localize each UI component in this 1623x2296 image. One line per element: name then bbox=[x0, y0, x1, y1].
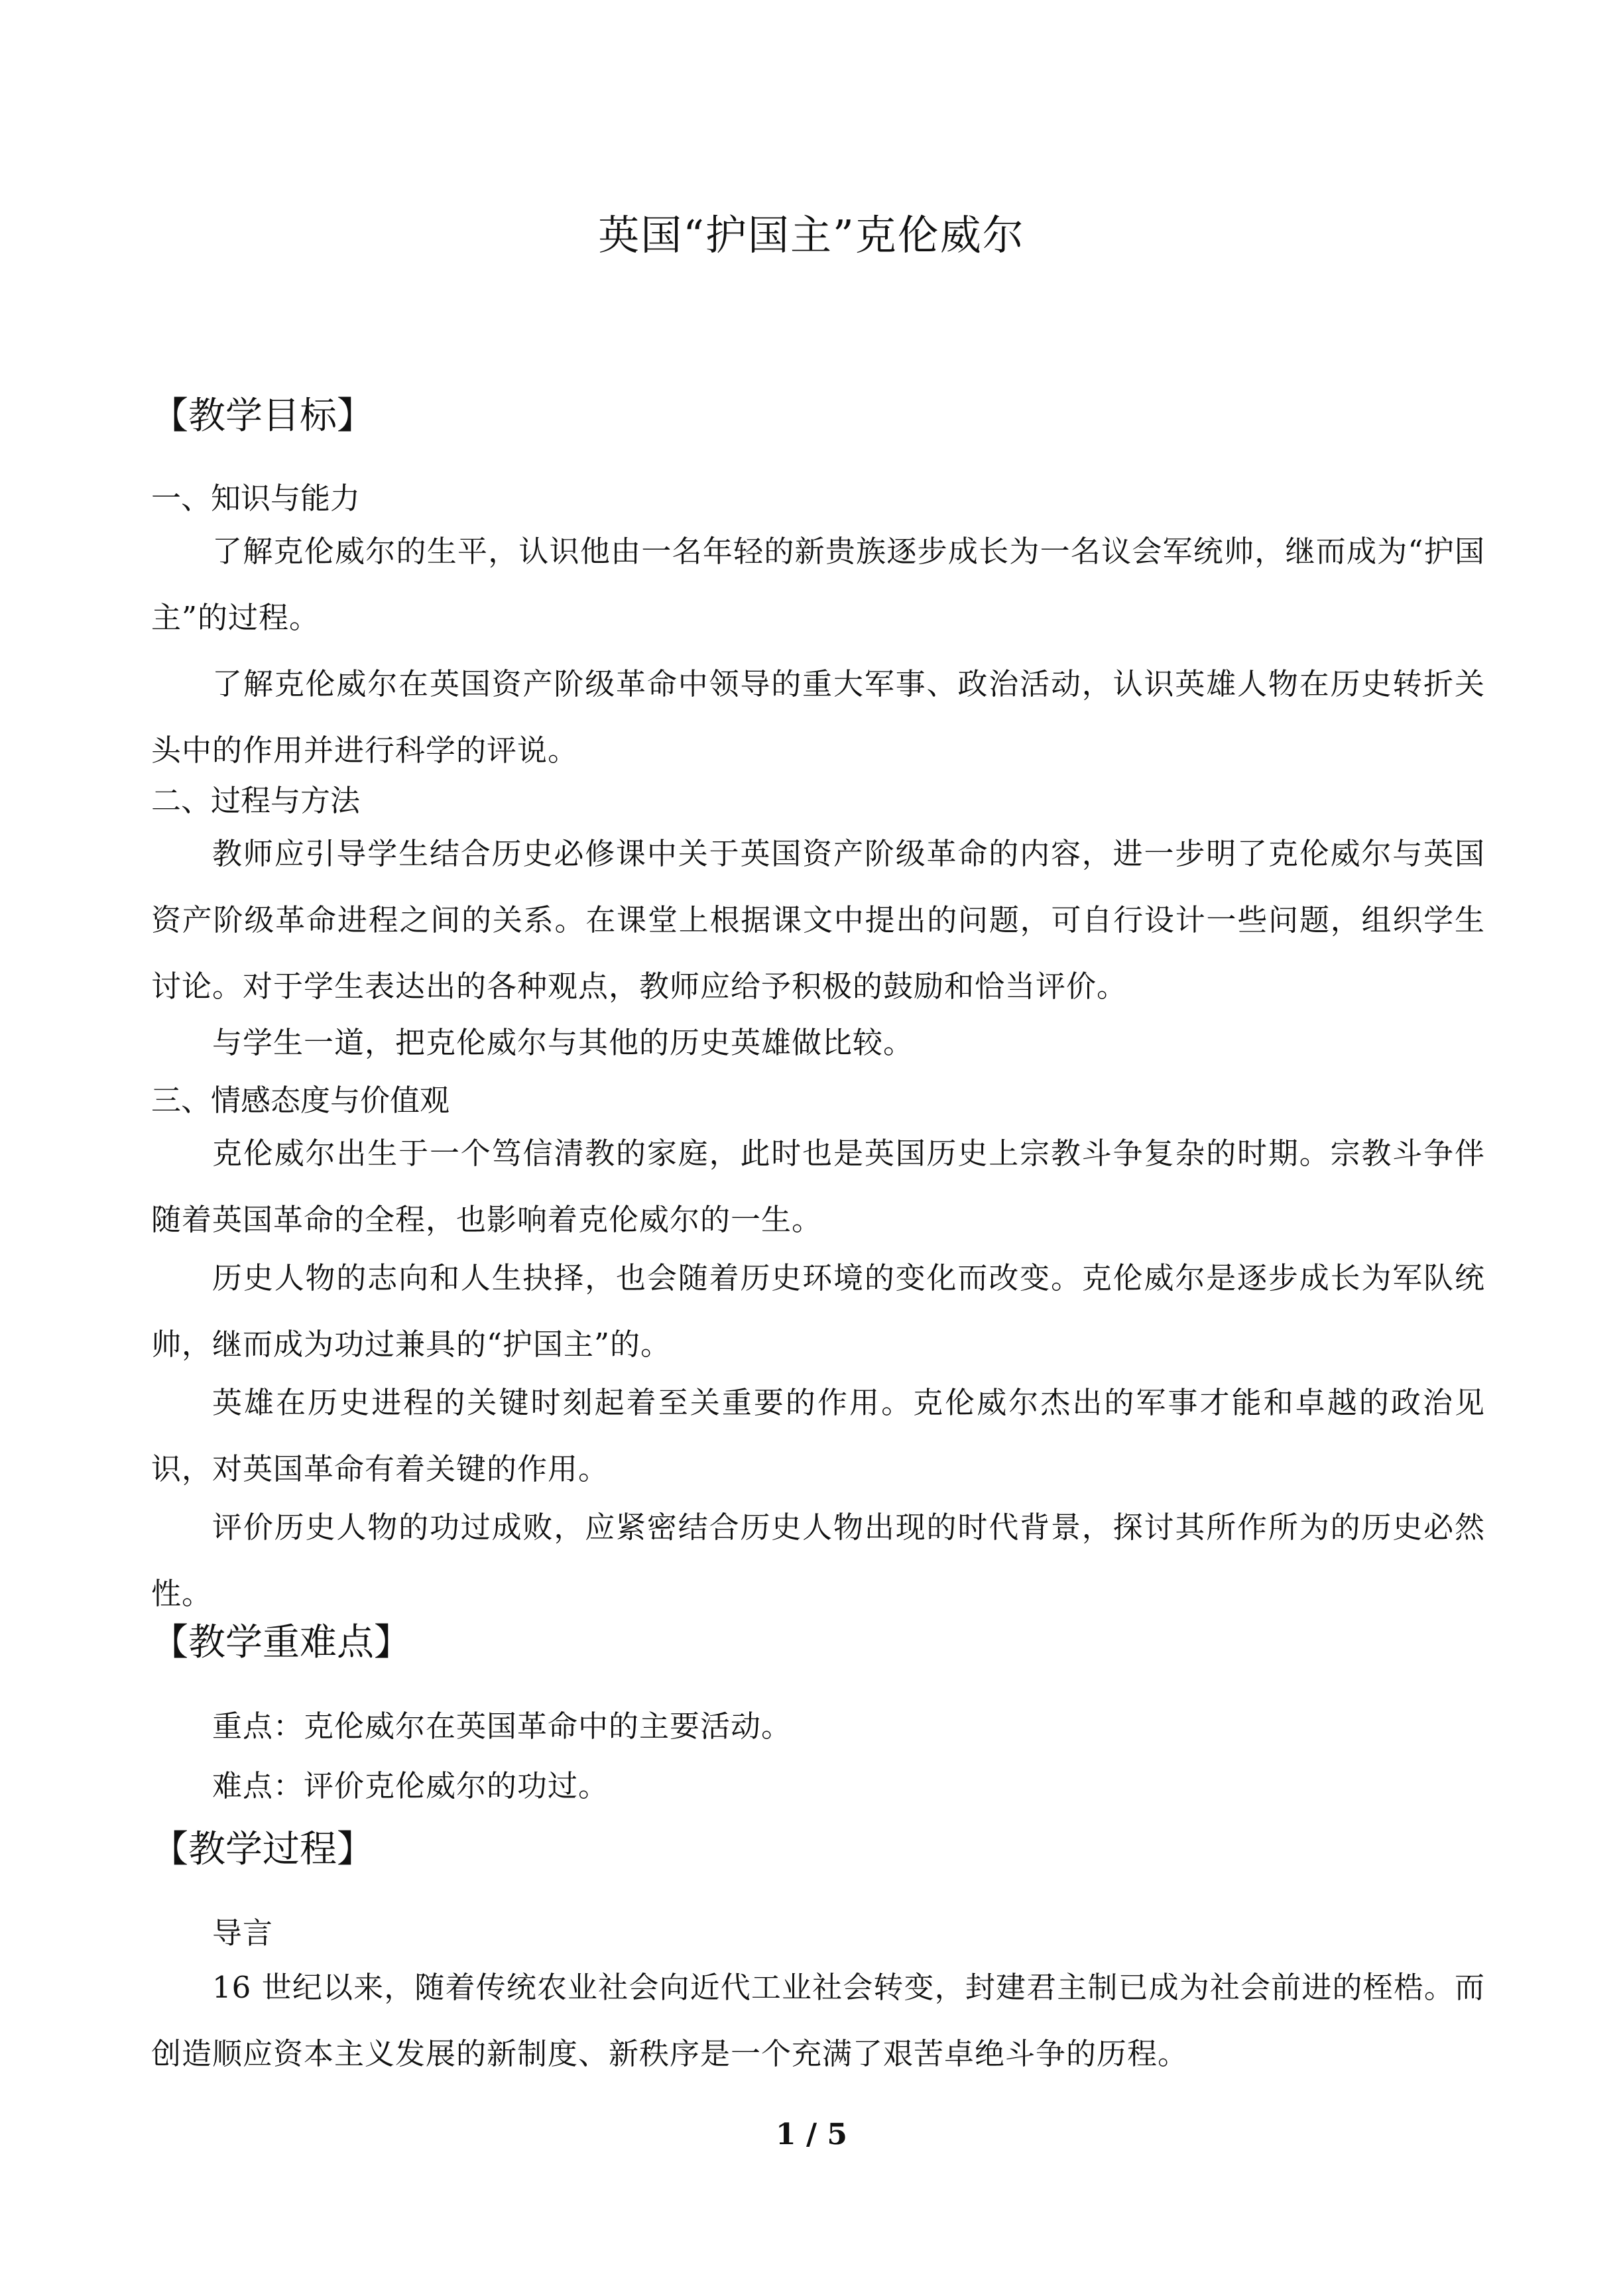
paragraph-knowledge-2: 了解克伦威尔在英国资产阶级革命中领导的重大军事、政治活动，认识英雄人物在历史转折关头中的作用并进行科学的评说。 bbox=[151, 666, 1485, 768]
paragraph-values-1: 克伦威尔出生于一个笃信清教的家庭，此时也是英国历史上宗教斗争复杂的时期。宗教斗争伴随着英国革命的全程，也影响着克伦威尔的一生。 bbox=[151, 1136, 1485, 1237]
paragraph-process-1: 教师应引导学生结合历史必修课中关于英国资产阶级革命的内容，进一步明了克伦威尔与英国资产阶级革命进程之间的关系。在课堂上根据课文中提出的问题，可自行设计一些问题，组织学生讨论。对于学生表达出的各种观点，教师应给予积极的鼓励和恰当评价。 bbox=[151, 836, 1485, 1004]
page-number: 1 / 5 bbox=[776, 2118, 847, 2151]
section-heading-key-points: 【教学重难点】 bbox=[151, 1621, 411, 1664]
paragraph-values-3: 英雄在历史进程的关键时刻起着至关重要的作用。克伦威尔杰出的军事才能和卓越的政治见识，对英国革命有着关键的作用。 bbox=[151, 1385, 1485, 1486]
intro-label: 导言 bbox=[212, 1915, 274, 1951]
paragraph-process-2: 与学生一道，把克伦威尔与其他的历史英雄做比较。 bbox=[212, 1025, 914, 1060]
paragraph-knowledge-1: 了解克伦威尔的生平，认识他由一名年轻的新贵族逐步成长为一名议会军统帅，继而成为“护国主”的过程。 bbox=[151, 534, 1485, 635]
key-point-focus: 重点：克伦威尔在英国革命中的主要活动。 bbox=[212, 1709, 792, 1744]
key-point-difficulty: 难点：评价克伦威尔的功过。 bbox=[212, 1768, 609, 1803]
subheading-process-method: 二、过程与方法 bbox=[151, 783, 361, 818]
subheading-knowledge-ability: 一、知识与能力 bbox=[151, 481, 361, 516]
paragraph-values-4: 评价历史人物的功过成败，应紧密结合历史人物出现的时代背景，探讨其所作所为的历史必然性。 bbox=[151, 1510, 1485, 1611]
paragraph-values-2: 历史人物的志向和人生抉择，也会随着历史环境的变化而改变。克伦威尔是逐步成长为军队统帅，继而成为功过兼具的“护国主”的。 bbox=[151, 1260, 1485, 1362]
section-heading-objectives: 【教学目标】 bbox=[151, 394, 374, 438]
paragraph-intro: 16 世纪以来，随着传统农业社会向近代工业社会转变，封建君主制已成为社会前进的桎梏。而创造顺应资本主义发展的新制度、新秩序是一个充满了艰苦卓绝斗争的历程。 bbox=[151, 1970, 1485, 2071]
document-title: 英国“护国主”克伦威尔 bbox=[598, 211, 1025, 259]
subheading-emotion-values: 三、情感态度与价值观 bbox=[151, 1083, 450, 1118]
section-heading-process: 【教学过程】 bbox=[151, 1828, 374, 1871]
